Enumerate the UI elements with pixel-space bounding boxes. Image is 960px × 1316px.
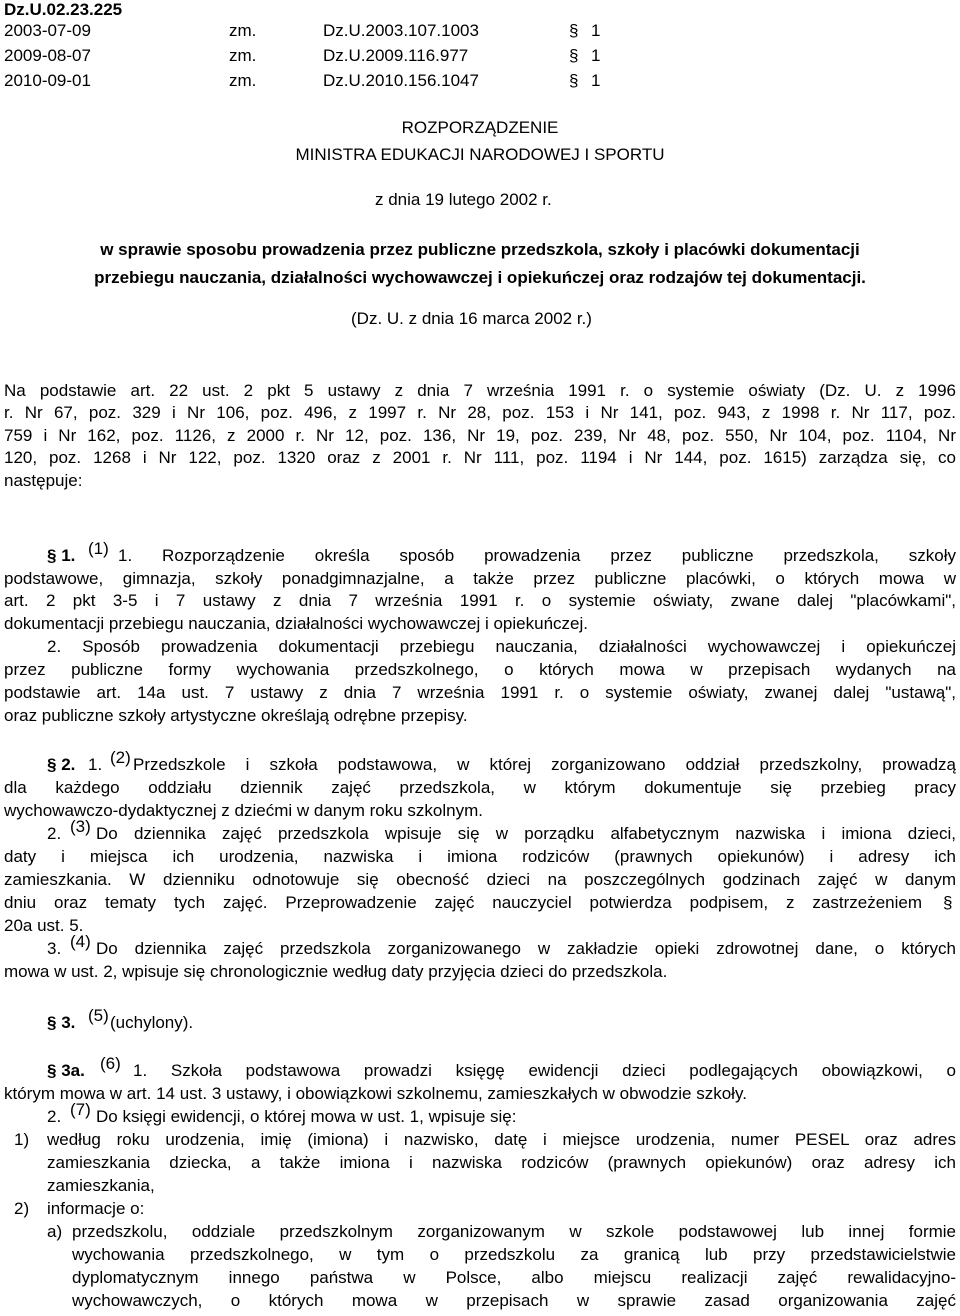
amendment-kind: zm. (229, 21, 257, 40)
paragraph-sign: § (569, 71, 579, 90)
footnote-ref: (7) (70, 1100, 91, 1119)
text-line: zamieszkania, (47, 1176, 155, 1195)
amendment-ref: Dz.U.2009.116.977 (323, 46, 469, 65)
section-number: 3. (61, 1013, 76, 1032)
text-line: przez publiczne formy wychowania przedszkolnego, o których mowa w przepisach wydanych na (4, 660, 956, 679)
point-number: 3. (47, 939, 62, 958)
section-header (47, 1013, 75, 1033)
text-line: zamieszkania. W dzienniku odnotowuje się obecność dzieci na poszczególnych godzinach zajęć w danym (4, 870, 956, 889)
section-header (47, 1061, 85, 1081)
subject-line: przebiegu nauczania, działalności wychowawczej i opiekuńczej oraz rodzajów tej dokumentacji. (94, 268, 866, 287)
footnote-ref: (5) (88, 1006, 109, 1025)
text-line: Do dziennika zajęć przedszkola wpisuje się w porządku alfabetycznym nazwiska i imiona dzieci, (96, 824, 956, 843)
title-line: ROZPORZĄDZENIE (401, 118, 559, 137)
text-line: 1. Szkoła podstawowa prowadzi księgę ewidencji dzieci podlegających obowiązkowi, o (133, 1061, 956, 1080)
paragraph-sign: § (943, 893, 953, 912)
text-line: wychowania przedszkolnego, w tym o przedszkolu za granicą lub przy przedstawicielstwie (72, 1245, 956, 1264)
text-line: przedszkolu, oddziale przedszkolnym zorganizowanym w szkole podstawowej lub innej formie (72, 1222, 956, 1241)
text-line: 2. Sposób prowadzenia dokumentacji przebiegu nauczania, działalności wychowawczej i opiekuńczej (47, 637, 956, 656)
text-line: dniu oraz tematy tych zajęć. Przeprowadzenie zajęć nauczyciel potwierdza podpisem, z zastrzeżeniem (4, 893, 922, 912)
text-line: dyplomatycznym innego państwa w Polsce, albo miejscu realizacji zajęć rewalidacyjno- (72, 1268, 956, 1287)
text-line: Przedszkole i szkoła podstawowa, w której zorganizowano oddział przedszkolny, prowadzą (133, 755, 956, 774)
text-line: podstawowe, gimnazja, szkoły ponadgimnazjalne, a także przez publiczne placówki, o których mowa w (4, 569, 956, 588)
basis-line: 120, poz. 1268 i Nr 122, poz. 1320 oraz z 2001 r. Nr 111, poz. 1194 i Nr 144, poz. 1615) zarządza się, co (4, 448, 956, 467)
footnote-ref: (6) (100, 1054, 121, 1073)
section-number: 1. (61, 546, 76, 565)
text-line: którym mowa w art. 14 ust. 3 ustawy, i obowiązkowi szkolnemu, zamieszkałych w obwodzie szkoły. (4, 1084, 747, 1103)
text-line: Do dziennika zajęć przedszkola zorganizowanego w zakładzie opieki zdrowotnej dane, o których (96, 939, 956, 958)
section-number: 2. (61, 755, 76, 774)
paragraph-sign: § (569, 21, 579, 40)
text-line: 1. Rozporządzenie określa sposób prowadzenia przez publiczne przedszkola, szkoły (118, 546, 956, 565)
footnote-ref: (4) (70, 932, 91, 951)
text-line: informacje o: (47, 1199, 145, 1218)
paragraph-sign: § (47, 755, 57, 774)
footnote-ref: (3) (70, 817, 91, 836)
text-line: oraz publiczne szkoły artystyczne określają odrębne przepisy. (4, 706, 468, 725)
basis-line: Na podstawie art. 22 ust. 2 pkt 5 ustawy z dnia 7 września 1991 r. o systemie oświaty (Dz. U. z 1996 (4, 381, 956, 400)
basis-line: 759 i Nr 162, poz. 1126, z 2000 r. Nr 12, poz. 136, Nr 19, poz. 239, Nr 48, poz. 550, Nr 104, poz. 1104, Nr (4, 426, 956, 445)
text-line: daty i miejsca ich urodzenia, nazwiska i imiona rodziców (prawnych opiekunów) i adresy ich (4, 847, 956, 866)
item-number: 2) (14, 1199, 30, 1218)
text-line: według roku urodzenia, imię (imiona) i nazwisko, datę i miejsce urodzenia, numer PESEL oraz adres (47, 1130, 956, 1149)
amendment-section: 1 (591, 21, 601, 40)
text-line: zamieszkania dziecka, a także imiona i nazwiska rodziców (prawnych opiekunów) oraz adresy ich (47, 1153, 956, 1172)
text-line: (uchylony). (110, 1013, 194, 1032)
basis-line: r. Nr 67, poz. 329 i Nr 106, poz. 496, z 1997 r. Nr 28, poz. 153 i Nr 141, poz. 943, z 1998 r. Nr 117, poz. (4, 403, 956, 422)
text-line: wychowawczych, o których mowa w przepisach w sprawie zasad organizowania zajęć (72, 1291, 956, 1310)
amendment-date: 2009-08-07 (4, 46, 91, 65)
text-line: wychowawczo-dydaktycznej z dziećmi w danym roku szkolnym. (4, 801, 483, 820)
item-number: 1) (14, 1130, 30, 1149)
point-number: 2. (47, 1107, 62, 1126)
point-number: 2. (47, 824, 62, 843)
footnote-ref: (1) (88, 539, 109, 558)
section-header (47, 546, 75, 566)
section-header (47, 755, 75, 775)
text-line: dla każdego oddziału dziennik zajęć przedszkola, w którym dokumentuje się przebieg pracy (4, 778, 956, 797)
paragraph-sign: § (47, 1061, 57, 1080)
subject-line: w sprawie sposobu prowadzenia przez publiczne przedszkola, szkoły i placówki dokumentacji (100, 240, 860, 259)
amendment-kind: zm. (229, 46, 257, 65)
section-number: 3a. (61, 1061, 85, 1080)
point-number: 1. (88, 755, 103, 774)
title-line: MINISTRA EDUKACJI NARODOWEJ I SPORTU (295, 145, 665, 164)
amendment-ref: Dz.U.2003.107.1003 (323, 21, 479, 40)
paragraph-sign: § (47, 546, 57, 565)
amendment-ref: Dz.U.2010.156.1047 (323, 71, 479, 90)
amendment-date: 2010-09-01 (4, 71, 91, 90)
paragraph-sign: § (569, 46, 579, 65)
text-line: podstawie art. 14a ust. 7 ustawy z dnia 7 września 1991 r. o systemie oświaty, zwanej dalej "ustawą", (4, 683, 956, 702)
item-letter: a) (47, 1222, 63, 1241)
amendment-section: 1 (591, 46, 601, 65)
amendment-kind: zm. (229, 71, 257, 90)
document-subject (0, 236, 960, 292)
document-title (0, 114, 960, 168)
amendment-date: 2003-07-09 (4, 21, 91, 40)
basis-line: następuje: (4, 471, 83, 490)
text-line: mowa w ust. 2, wpisuje się chronologicznie według daty przyjęcia dzieci do przedszkola. (4, 962, 668, 981)
text-line: Do księgi ewidencji, o której mowa w ust. 1, wpisuje się: (96, 1107, 517, 1126)
amendment-section: 1 (591, 71, 601, 90)
text-line: 20a ust. 5. (4, 916, 84, 935)
document-date: z dnia 19 lutego 2002 r. (375, 190, 552, 209)
journal-reference: (Dz. U. z dnia 16 marca 2002 r.) (351, 309, 592, 328)
footnote-ref: (2) (110, 748, 131, 767)
document-id: Dz.U.02.23.225 (4, 0, 123, 19)
text-line: dokumentacji przebiegu nauczania, działalności wychowawczej i opiekuńczej. (4, 614, 588, 633)
paragraph-sign: § (47, 1013, 57, 1032)
text-line: art. 2 pkt 3-5 i 7 ustawy z dnia 7 września 1991 r. o systemie oświaty, zwane dalej "placówkami", (4, 591, 956, 610)
